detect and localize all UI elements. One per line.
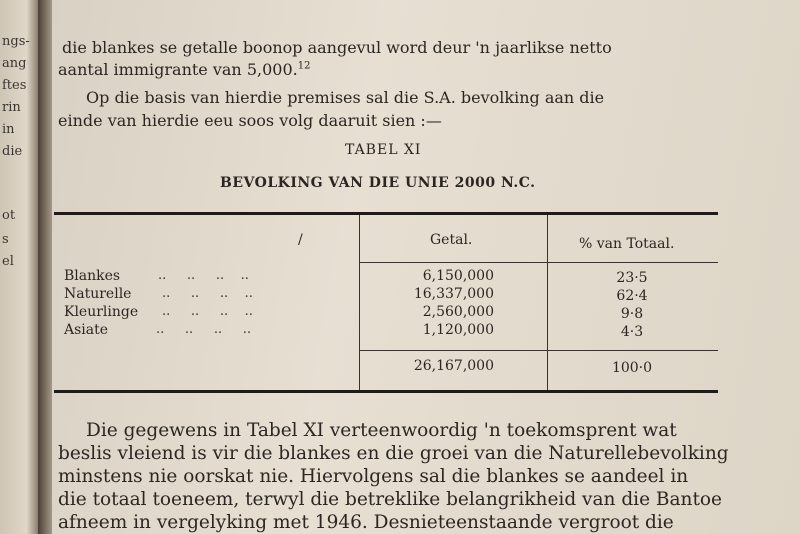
margin-fragment: el xyxy=(2,254,14,269)
row-leader-dots: .. .. .. .. xyxy=(158,268,249,283)
margin-fragment: ot xyxy=(2,208,16,223)
total-percent: 100·0 xyxy=(611,360,653,376)
column-divider-2 xyxy=(547,215,548,390)
row-percent-kleurlinge: 9·8 xyxy=(620,306,644,322)
header-rule xyxy=(360,262,718,263)
row-percent-blankes: 23·5 xyxy=(616,270,648,286)
row-label-kleurlinge: Kleurlinge xyxy=(64,304,139,320)
footnote-marker: 12 xyxy=(297,60,311,72)
row-label-blankes: Blankes xyxy=(64,268,121,284)
table-title: BEVOLKING VAN DIE UNIE 2000 N.C. xyxy=(220,175,536,191)
row-leader-dots: .. .. .. .. xyxy=(162,304,253,319)
stub-header-mark: / xyxy=(298,232,303,248)
column-header-count: Getal. xyxy=(430,232,473,248)
book-page xyxy=(52,0,800,534)
margin-fragment: ngs- xyxy=(2,34,30,49)
table-label: TABEL XI xyxy=(345,142,422,158)
margin-fragment: die xyxy=(2,144,23,159)
row-count-kleurlinge: 2,560,000 xyxy=(422,304,494,320)
margin-fragment: in xyxy=(2,122,15,137)
margin-fragment: s xyxy=(2,232,9,247)
row-percent-asiate: 4·3 xyxy=(620,324,644,340)
row-count-naturelle: 16,337,000 xyxy=(413,286,494,302)
intro-line-2 xyxy=(58,60,310,79)
previous-page-edge xyxy=(0,0,38,534)
margin-fragment: ftes xyxy=(2,78,27,93)
row-label-naturelle: Naturelle xyxy=(64,286,132,302)
intro-line-4: einde van hierdie eeu soos volg daaruit sien :— xyxy=(58,111,442,130)
row-count-blankes: 6,150,000 xyxy=(422,268,494,284)
margin-fragment: ang xyxy=(2,56,27,71)
body-line-3: minstens nie oorskat nie. Hiervolgens sal die blankes se aandeel in xyxy=(58,466,689,487)
column-divider-1 xyxy=(359,215,360,390)
total-rule xyxy=(360,350,718,351)
table-bottom-rule xyxy=(54,390,718,393)
row-leader-dots: .. .. .. .. xyxy=(162,286,253,301)
intro-line-2-text: aantal immigrante van 5,000. xyxy=(58,60,298,79)
body-line-2: beslis vleiend is vir die blankes en die groei van die Naturellebevolking xyxy=(58,443,729,464)
body-line-5: afneem in vergelyking met 1946. Desnieteenstaande vergroot die xyxy=(58,512,674,533)
row-label-asiate: Asiate xyxy=(64,322,109,338)
body-line-1: Die gegewens in Tabel XI verteenwoordig 'n toekomsprent wat xyxy=(86,420,677,441)
row-count-asiate: 1,120,000 xyxy=(422,322,494,338)
intro-line-3: Op die basis van hierdie premises sal die S.A. bevolking aan die xyxy=(86,88,605,107)
total-count: 26,167,000 xyxy=(413,358,494,374)
intro-line-1: die blankes se getalle boonop aangevul word deur 'n jaarlikse netto xyxy=(62,38,612,57)
margin-fragment: rin xyxy=(2,100,21,115)
table-top-rule xyxy=(54,212,718,215)
row-leader-dots: .. .. .. .. xyxy=(156,322,252,337)
body-line-4: die totaal toeneem, terwyl die betreklike belangrikheid van die Bantoe xyxy=(58,489,722,510)
row-percent-naturelle: 62·4 xyxy=(616,288,648,304)
column-header-percent: % van Totaal. xyxy=(579,236,675,252)
book-gutter xyxy=(38,0,52,534)
